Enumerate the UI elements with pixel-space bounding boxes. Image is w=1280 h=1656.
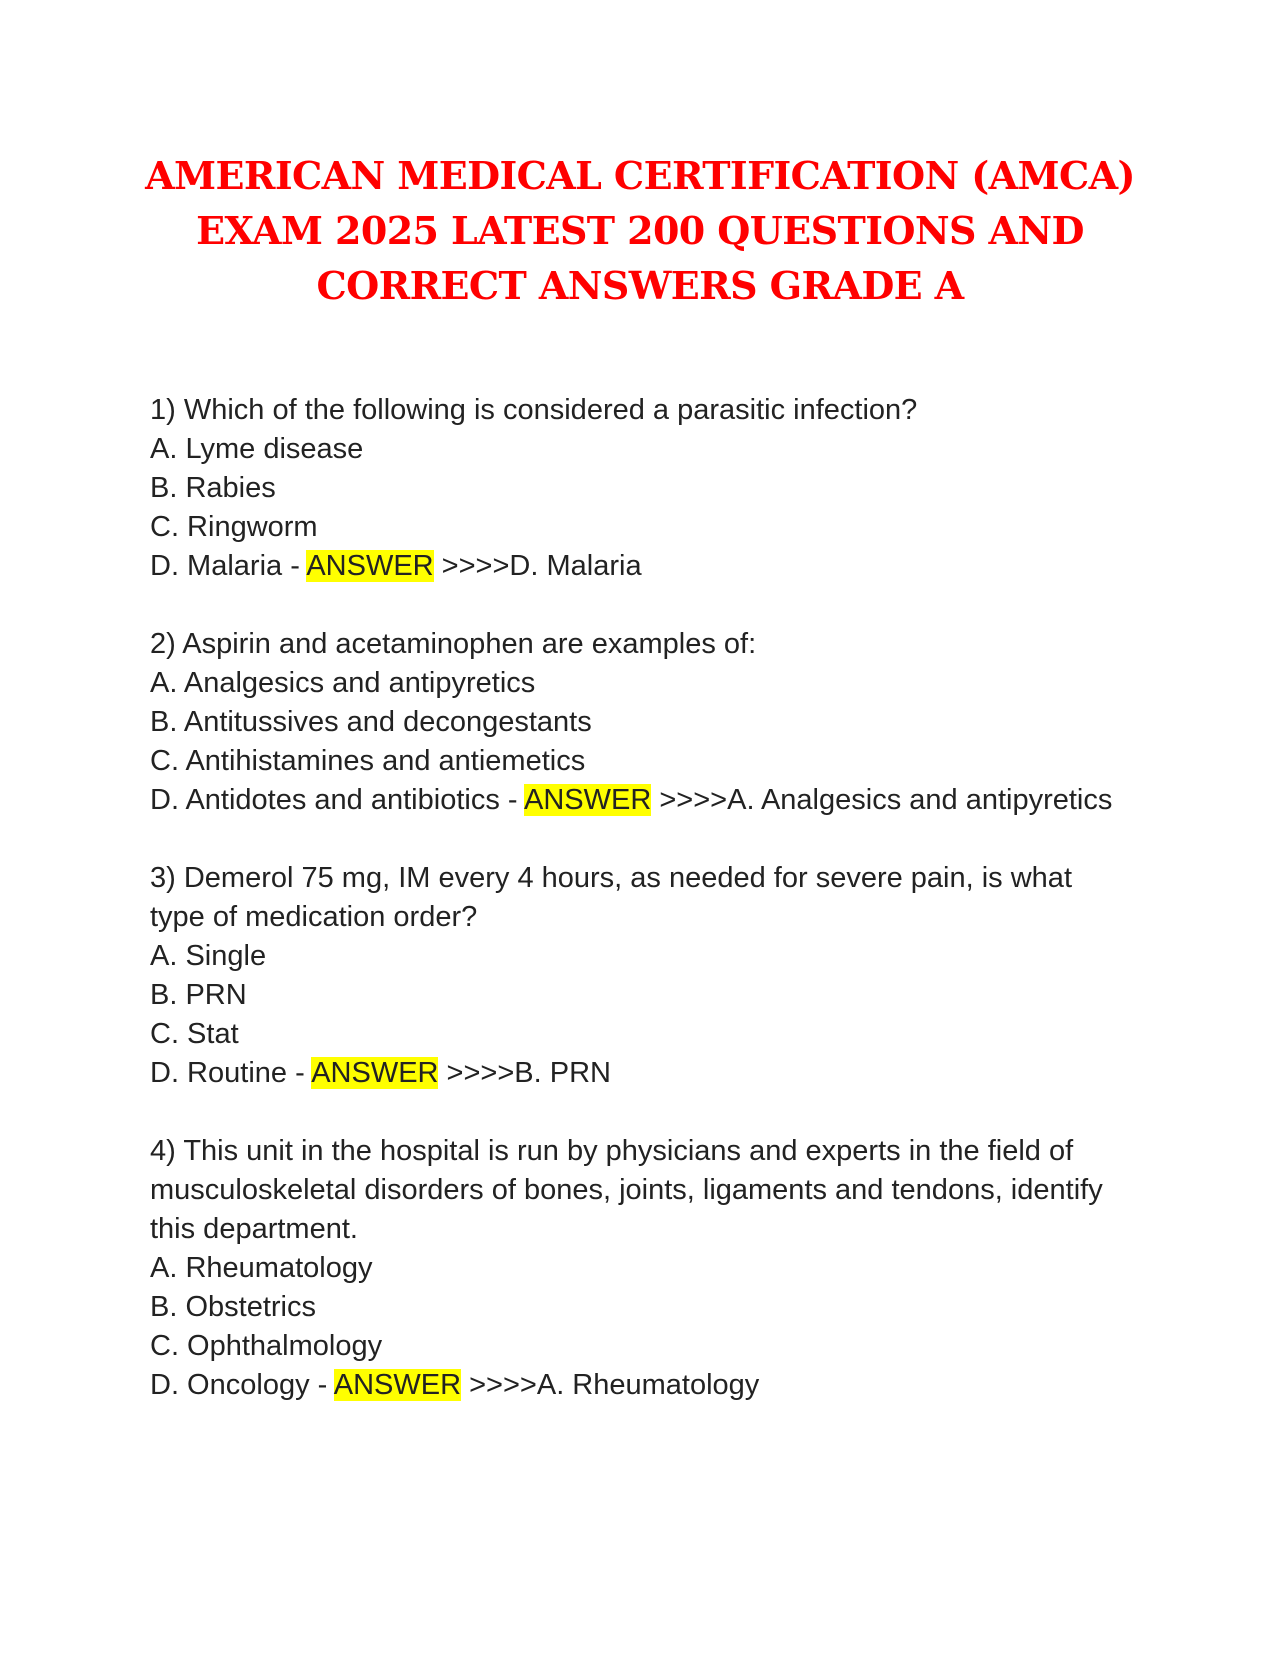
option-c: C. Ringworm <box>150 511 318 543</box>
answer-highlight: ANSWER <box>524 784 652 816</box>
option-d-label: D. Malaria - <box>150 550 307 582</box>
option-d-with-answer <box>150 781 1130 820</box>
question-item <box>150 859 1130 1093</box>
answer-highlight: ANSWER <box>333 1369 462 1401</box>
option-b: B. Obstetrics <box>150 1291 316 1323</box>
answer-highlight: ANSWER <box>306 550 434 582</box>
option-d-with-answer <box>150 1054 1130 1093</box>
option-d-with-answer <box>150 1366 1130 1405</box>
option-b: B. Antitussives and decongestants <box>150 706 592 738</box>
answer-text: >>>>A. Rheumatology <box>461 1369 760 1401</box>
option-c: C. Antihistamines and antiemetics <box>150 745 586 777</box>
option-d-label: D. Antidotes and antibiotics - <box>150 784 524 816</box>
title-line: EXAM 2025 LATEST 200 QUESTIONS AND <box>196 208 1084 253</box>
option-a: A. Lyme disease <box>150 433 364 465</box>
question-text: 4) This unit in the hospital is run by physicians and experts in the field of musculoskeletal disorders of bones, joints, ligaments and tendons, identify this department. <box>150 1135 1103 1245</box>
question-text: 2) Aspirin and acetaminophen are examples of: <box>150 628 757 660</box>
question-text: 1) Which of the following is considered a parasitic infection? <box>150 394 918 426</box>
title-line: CORRECT ANSWERS GRADE A <box>316 263 964 308</box>
question-item <box>150 391 1130 586</box>
option-c: C. Ophthalmology <box>150 1330 383 1362</box>
answer-highlight: ANSWER <box>311 1057 439 1089</box>
answer-text: >>>>B. PRN <box>438 1057 611 1089</box>
option-a: A. Analgesics and antipyretics <box>150 667 536 699</box>
question-item <box>150 625 1130 820</box>
option-d-label: D. Routine - <box>150 1057 312 1089</box>
question-item <box>150 1132 1130 1405</box>
option-b: B. Rabies <box>150 472 276 504</box>
option-b: B. PRN <box>150 979 247 1011</box>
answer-text: >>>>A. Analgesics and antipyretics <box>651 784 1113 816</box>
option-d-label: D. Oncology - <box>150 1369 334 1401</box>
document-title <box>0 148 1280 313</box>
option-c: C. Stat <box>150 1018 239 1050</box>
question-list <box>150 391 1130 1444</box>
answer-text: >>>>D. Malaria <box>433 550 642 582</box>
option-d-with-answer <box>150 547 1130 586</box>
option-a: A. Rheumatology <box>150 1252 373 1284</box>
option-a: A. Single <box>150 940 267 972</box>
title-line: AMERICAN MEDICAL CERTIFICATION (AMCA) <box>145 153 1135 198</box>
question-text: 3) Demerol 75 mg, IM every 4 hours, as needed for severe pain, is what type of medication order? <box>150 862 1072 933</box>
